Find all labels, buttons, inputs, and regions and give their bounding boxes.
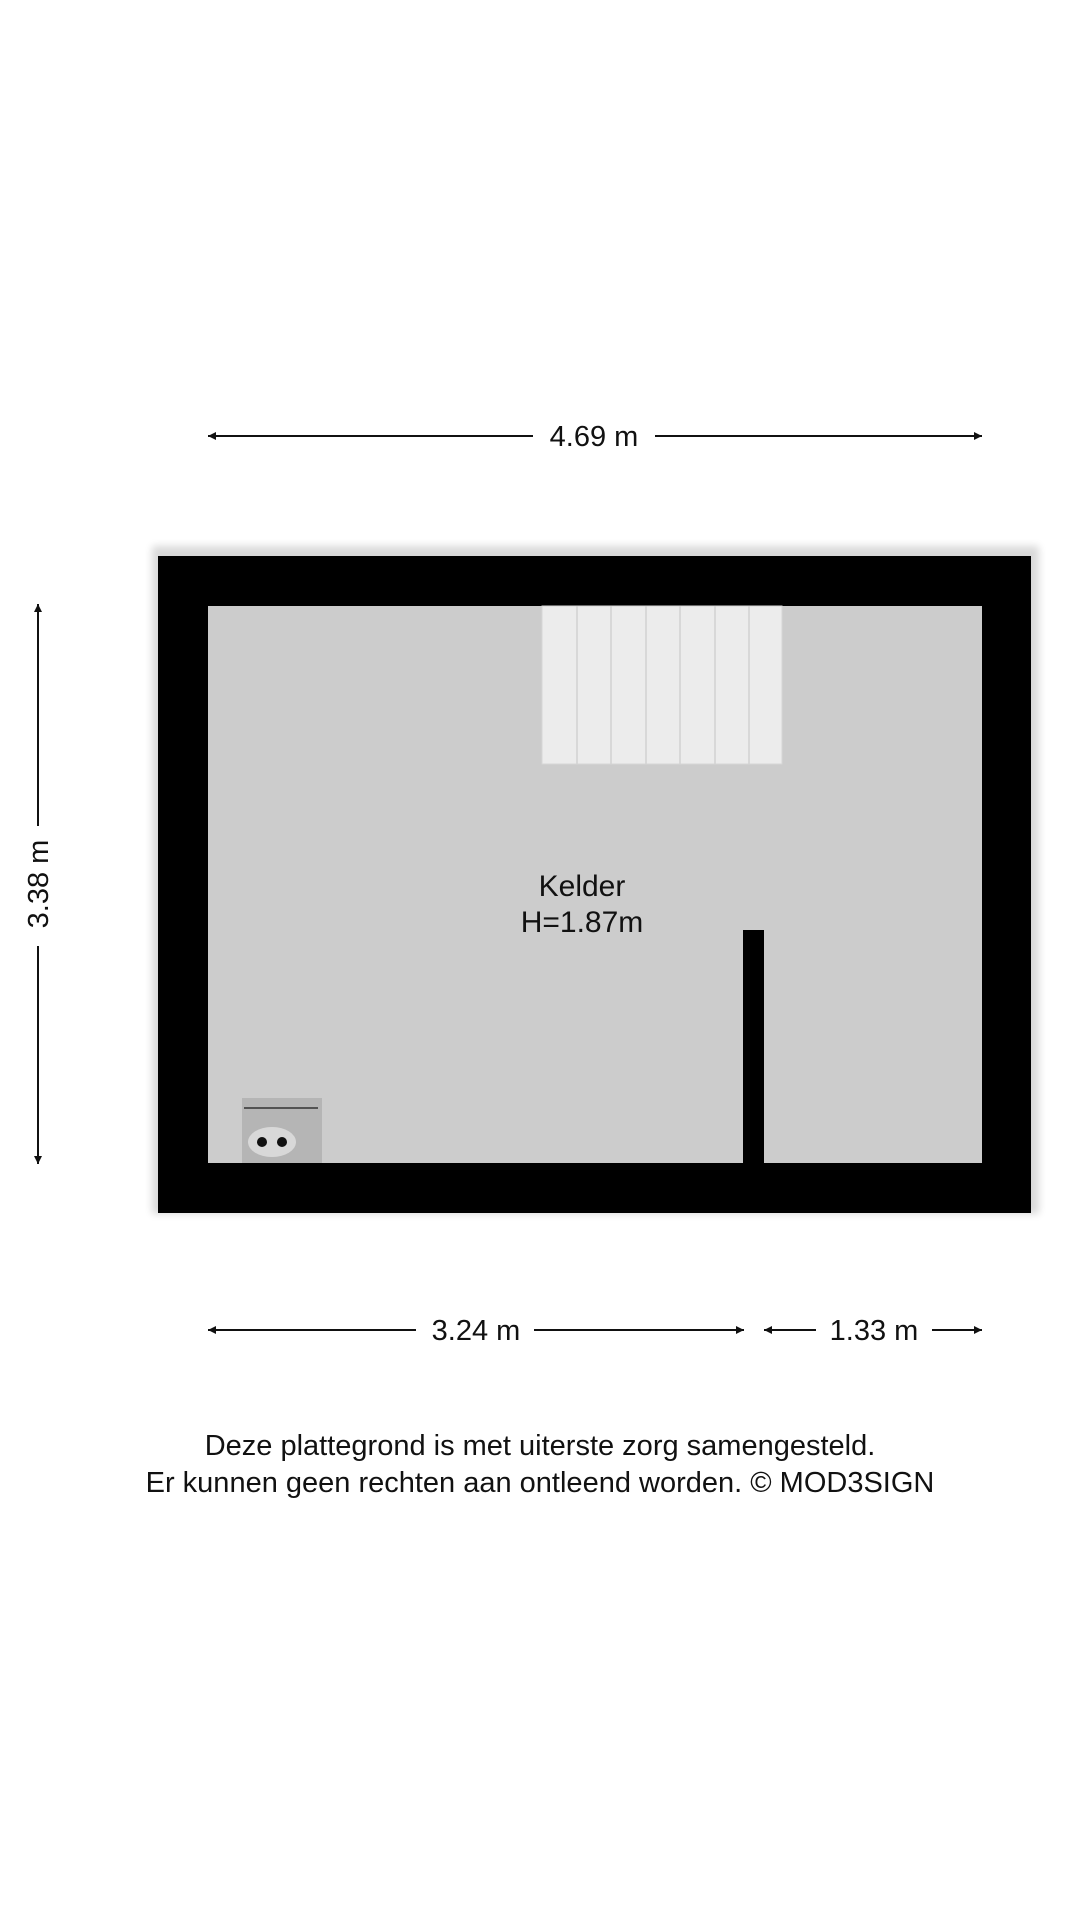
dimension-left [23,604,55,1164]
dimension-label-bottom-left: 3.24 m [431,1315,521,1347]
dimension-bottom [208,1315,982,1347]
dimension-label-left: 3.38 m [23,839,55,929]
stairs-icon [542,606,782,764]
dimension-top [208,421,982,453]
dimension-label-bottom-right: 1.33 m [829,1315,919,1347]
disclaimer-line-2: Er kunnen geen rechten aan ontleend worden. © MOD3SIGN [145,1467,935,1499]
room-height: H=1.87m [520,906,644,939]
dimension-label-top: 4.69 m [549,421,639,453]
interior-wall [743,930,764,1163]
disclaimer-line-1: Deze plattegrond is met uiterste zorg samengesteld. [204,1430,876,1462]
boiler-icon [242,1098,322,1163]
disclaimer [0,1428,1080,1502]
room-name: Kelder [538,870,626,903]
